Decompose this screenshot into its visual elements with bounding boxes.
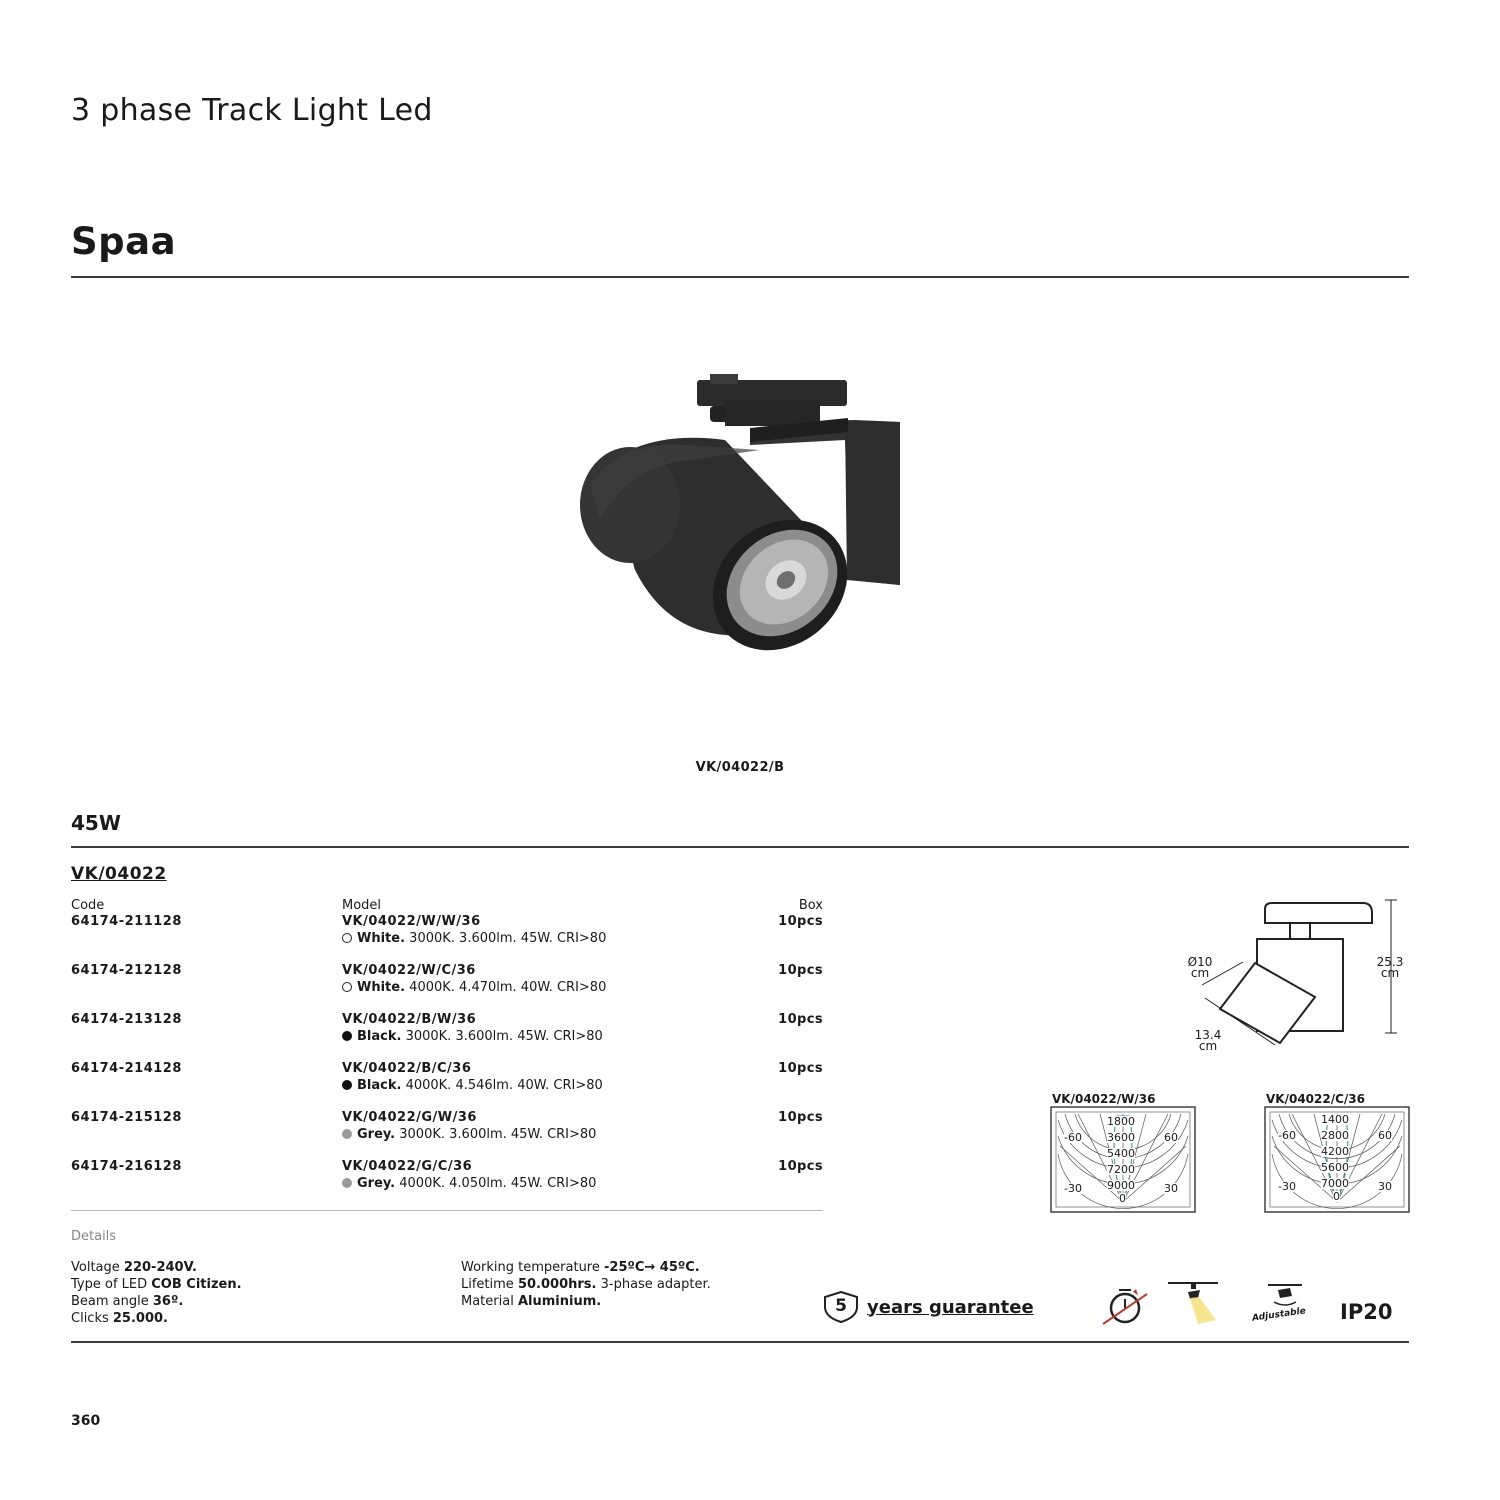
adjustable-label: Adjustable bbox=[1251, 1306, 1307, 1324]
model-column-header: Model bbox=[342, 898, 382, 913]
diameter-label bbox=[1180, 957, 1220, 979]
row-box: 10pcs bbox=[778, 1061, 823, 1076]
ring-label: 9000 bbox=[1107, 1179, 1135, 1192]
grey-color-dot bbox=[342, 1178, 352, 1188]
power-divider bbox=[71, 846, 1409, 848]
diameter-unit: cm bbox=[1190, 966, 1210, 980]
ring-label: 1800 bbox=[1107, 1115, 1135, 1128]
ring-label: 7000 bbox=[1321, 1177, 1349, 1190]
voltage-spec: Voltage 220-240V. bbox=[71, 1260, 197, 1275]
ring-label: 2800 bbox=[1321, 1129, 1349, 1142]
spotlight-icon bbox=[1166, 1280, 1222, 1326]
height-value: 25.3 bbox=[1376, 955, 1404, 969]
row-model: VK/04022/B/C/36 bbox=[342, 1061, 472, 1076]
row-description bbox=[342, 1029, 603, 1044]
angle-label: 60 bbox=[1378, 1129, 1392, 1142]
row-color: White. bbox=[357, 980, 406, 995]
product-image-caption: VK/04022/B bbox=[695, 760, 785, 775]
clicks-spec: Clicks 25.000. bbox=[71, 1311, 168, 1326]
row-spec: 3000K. 3.600lm. 45W. CRI>80 bbox=[405, 1029, 603, 1044]
row-color: Grey. bbox=[357, 1127, 396, 1142]
row-color: White. bbox=[357, 931, 406, 946]
row-model: VK/04022/B/W/36 bbox=[342, 1012, 477, 1027]
height-label bbox=[1370, 957, 1410, 979]
angle-label: -60 bbox=[1064, 1131, 1082, 1144]
guarantee-years: 5 bbox=[835, 1296, 847, 1316]
row-code: 64174-211128 bbox=[71, 914, 182, 929]
beam-angle-spec: Beam angle 36º. bbox=[71, 1294, 184, 1309]
photometry-labels bbox=[1050, 1106, 1196, 1213]
row-code: 64174-214128 bbox=[71, 1061, 182, 1076]
row-description bbox=[342, 980, 606, 995]
code-column-header: Code bbox=[71, 898, 105, 913]
angle-label: 30 bbox=[1378, 1180, 1392, 1193]
header-divider bbox=[71, 276, 1409, 278]
black-color-dot bbox=[342, 1080, 352, 1090]
table-row bbox=[71, 963, 823, 1012]
ip-rating: IP20 bbox=[1340, 1300, 1393, 1324]
photometry-title: VK/04022/W/36 bbox=[1052, 1092, 1156, 1106]
angle-label: -60 bbox=[1278, 1129, 1296, 1142]
table-row bbox=[71, 1061, 823, 1110]
details-column-right bbox=[461, 1259, 711, 1310]
box-column-header: Box bbox=[798, 898, 823, 913]
row-box: 10pcs bbox=[778, 1110, 823, 1125]
white-color-dot bbox=[342, 982, 352, 992]
row-color: Black. bbox=[357, 1078, 402, 1093]
diameter-value: Ø10 bbox=[1187, 955, 1213, 969]
row-description bbox=[342, 1176, 596, 1191]
table-row bbox=[71, 1159, 823, 1208]
angle-label: -30 bbox=[1278, 1180, 1296, 1193]
row-spec: 4000K. 4.050lm. 45W. CRI>80 bbox=[399, 1176, 597, 1191]
row-code: 64174-216128 bbox=[71, 1159, 182, 1174]
table-row bbox=[71, 1012, 823, 1061]
photometry-title: VK/04022/C/36 bbox=[1266, 1092, 1365, 1106]
length-label bbox=[1188, 1030, 1228, 1052]
table-row bbox=[71, 1110, 823, 1159]
photometry-labels bbox=[1264, 1106, 1410, 1213]
no-timer-icon bbox=[1100, 1286, 1150, 1326]
row-code: 64174-215128 bbox=[71, 1110, 182, 1125]
footer-divider bbox=[71, 1341, 1409, 1343]
power-rating: 45W bbox=[71, 811, 121, 835]
shield-icon bbox=[823, 1291, 859, 1323]
details-column-left bbox=[71, 1259, 242, 1327]
angle-label: -30 bbox=[1064, 1182, 1082, 1195]
row-box: 10pcs bbox=[778, 1012, 823, 1027]
row-model: VK/04022/W/C/36 bbox=[342, 963, 476, 978]
row-model: VK/04022/G/W/36 bbox=[342, 1110, 477, 1125]
ring-label: 3600 bbox=[1107, 1131, 1135, 1144]
series-code: VK/04022 bbox=[71, 864, 167, 884]
angle-label: 60 bbox=[1164, 1131, 1178, 1144]
length-unit: cm bbox=[1198, 1039, 1218, 1053]
row-code: 64174-212128 bbox=[71, 963, 182, 978]
row-box: 10pcs bbox=[778, 1159, 823, 1174]
row-code: 64174-213128 bbox=[71, 1012, 182, 1027]
lifetime-spec: Lifetime 50.000hrs. 3-phase adapter. bbox=[461, 1277, 711, 1292]
led-type-spec: Type of LED COB Citizen. bbox=[71, 1277, 242, 1292]
angle-label: 0 bbox=[1333, 1190, 1340, 1203]
row-box: 10pcs bbox=[778, 963, 823, 978]
product-image bbox=[560, 370, 920, 660]
ring-label: 5400 bbox=[1107, 1147, 1135, 1160]
grey-color-dot bbox=[342, 1129, 352, 1139]
adjustable-icon bbox=[1262, 1282, 1308, 1308]
product-family-title: Spaa bbox=[71, 220, 177, 263]
row-spec: 3000K. 3.600lm. 45W. CRI>80 bbox=[399, 1127, 597, 1142]
height-unit: cm bbox=[1380, 966, 1400, 980]
row-description bbox=[342, 1078, 603, 1093]
row-description bbox=[342, 1127, 596, 1142]
details-label: Details bbox=[71, 1229, 117, 1244]
length-value: 13.4 bbox=[1194, 1028, 1222, 1042]
temperature-spec: Working temperature -25ºC→ 45ºC. bbox=[461, 1260, 700, 1275]
material-spec: Material Aluminium. bbox=[461, 1294, 602, 1309]
ring-label: 1400 bbox=[1321, 1113, 1349, 1126]
row-box: 10pcs bbox=[778, 914, 823, 929]
row-spec: 4000K. 4.470lm. 40W. CRI>80 bbox=[409, 980, 607, 995]
table-bottom-divider bbox=[71, 1210, 823, 1211]
ring-label: 5600 bbox=[1321, 1161, 1349, 1174]
row-spec: 3000K. 3.600lm. 45W. CRI>80 bbox=[409, 931, 607, 946]
guarantee-badge bbox=[823, 1291, 1034, 1323]
row-color: Black. bbox=[357, 1029, 402, 1044]
white-color-dot bbox=[342, 933, 352, 943]
row-model: VK/04022/W/W/36 bbox=[342, 914, 481, 929]
black-color-dot bbox=[342, 1031, 352, 1041]
row-spec: 4000K. 4.546lm. 40W. CRI>80 bbox=[405, 1078, 603, 1093]
angle-label: 30 bbox=[1164, 1182, 1178, 1195]
page-number: 360 bbox=[71, 1413, 101, 1429]
row-color: Grey. bbox=[357, 1176, 396, 1191]
ring-label: 7200 bbox=[1107, 1163, 1135, 1176]
ring-label: 4200 bbox=[1321, 1145, 1349, 1158]
angle-label: 0 bbox=[1119, 1192, 1126, 1205]
category-title: 3 phase Track Light Led bbox=[71, 93, 433, 128]
guarantee-text: years guarantee bbox=[867, 1296, 1034, 1318]
table-row bbox=[71, 914, 823, 963]
row-description bbox=[342, 931, 606, 946]
row-model: VK/04022/G/C/36 bbox=[342, 1159, 473, 1174]
